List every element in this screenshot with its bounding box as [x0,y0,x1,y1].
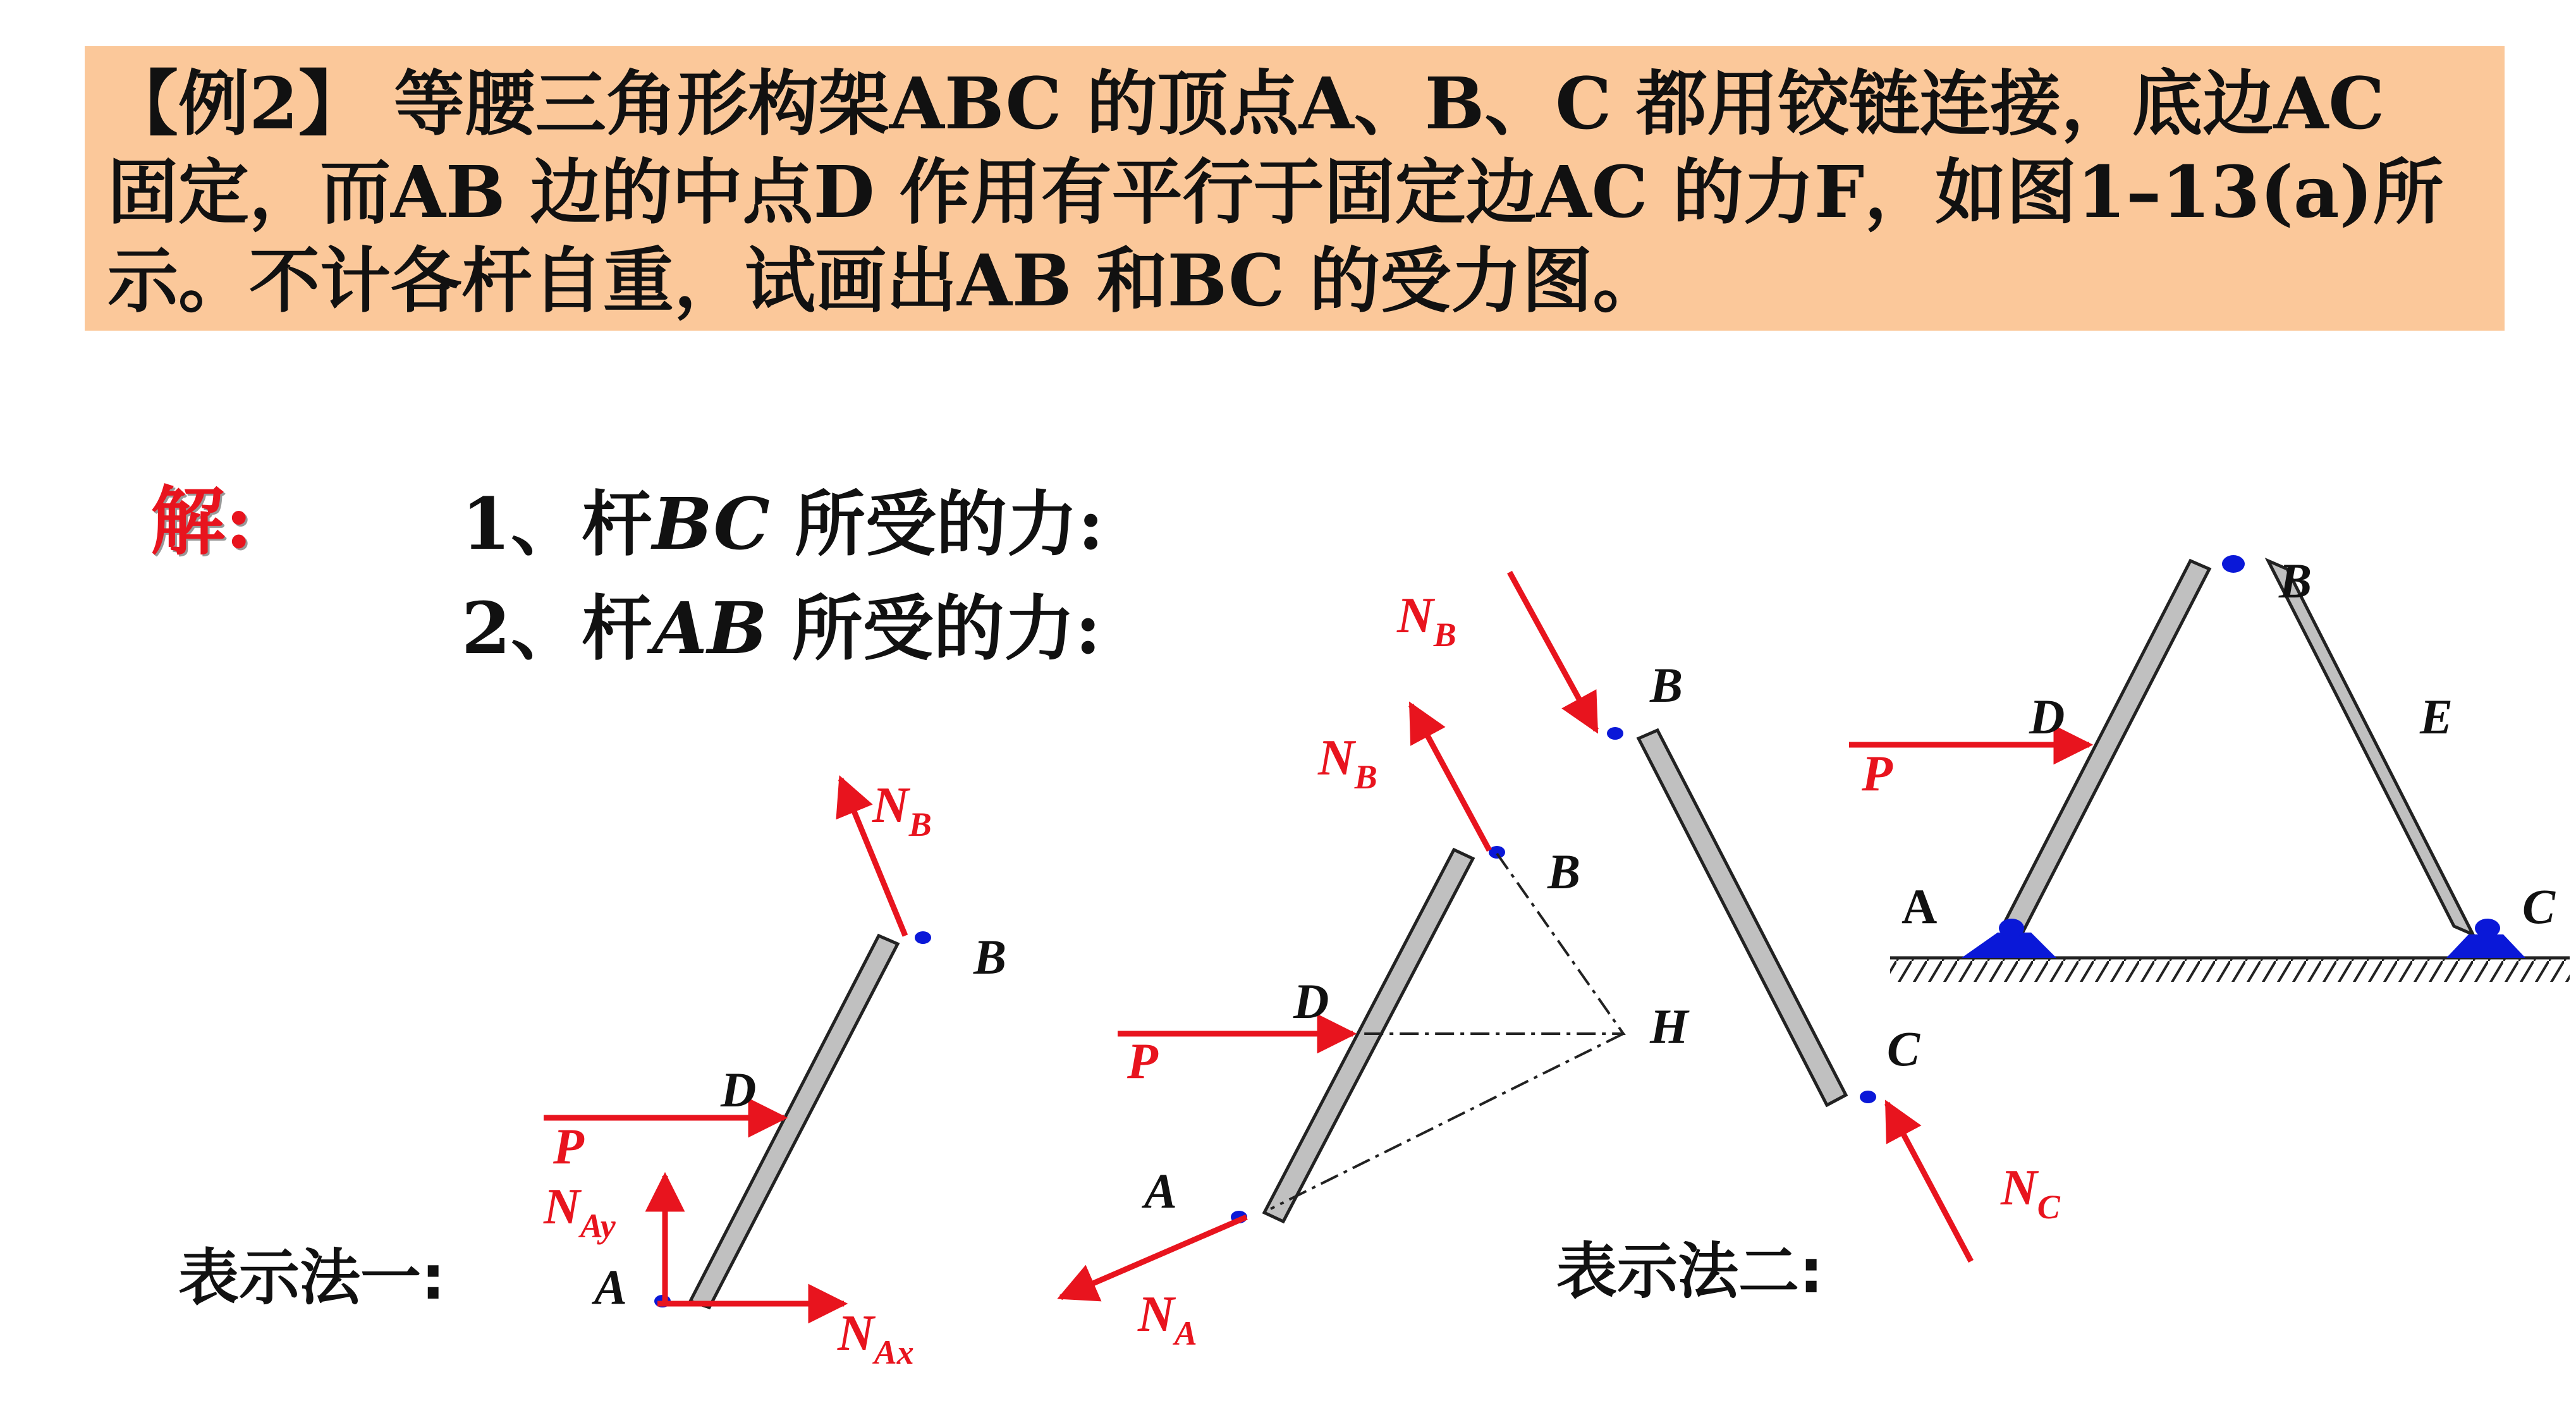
auxiliary-lines [1359,854,1623,1034]
label-nax-1 [837,1306,914,1371]
support-c [2446,934,2525,958]
label-d-4: D [2029,689,2065,744]
label-nb-3 [1396,588,1456,654]
figure-method-one [543,778,1006,1371]
label-nax-1-n: N [838,1306,874,1361]
label-nb-2-n: N [1318,730,1355,786]
label-b-2: B [1547,844,1581,899]
step-1-suffix: 所受的力: [769,483,1104,566]
pin-c-3 [1860,1091,1876,1103]
label-nb-3-n: N [1397,588,1434,644]
label-nb-1-n: N [872,778,909,833]
force-na-2 [1061,1217,1247,1297]
problem-line-1: 【例2】 等腰三角形构架ABC 的顶点A、B、C 都用铰链连接，底边AC [107,63,2385,145]
method-one-label: 表示法一: [178,1242,446,1313]
label-a-4: A [1901,879,1938,934]
step-2-suffix: 所受的力: [767,587,1101,670]
step-2-prefix: 2、杆 [461,587,652,670]
truss-bar-bc [2268,561,2473,934]
label-nb-3-sub: B [1433,616,1456,654]
problem-line-2: 固定，而AB 边的中点D 作用有平行于固定边AC 的力F，如图1–13(a)所 [107,151,2444,234]
pin-c-4 [2475,919,2500,938]
pin-b-1 [915,931,931,944]
step-1-prefix: 1、杆 [461,483,652,566]
label-na-2-sub: A [1174,1314,1197,1352]
pin-b-3 [1607,727,1623,740]
force-nb-3 [1510,572,1596,730]
label-nax-1-sub: Ax [874,1333,914,1371]
step-1-var: BC [652,483,770,566]
label-c-3: C [1887,1021,1920,1076]
label-nc-3-n: N [2001,1160,2037,1216]
bar-ab-1 [690,936,898,1307]
label-p-4: P [1862,746,1893,802]
figure-method-two-ab [1061,705,1690,1352]
pin-a-4 [1999,919,2024,938]
label-e-4: E [2420,689,2453,744]
force-nc-3 [1887,1103,1971,1261]
label-b-1: B [974,929,1007,984]
label-nb-1-sub: B [908,805,932,843]
ground-hatch [1890,958,2570,982]
label-na-2-n: N [1138,1287,1175,1342]
label-h: H [1650,999,1688,1054]
problem-line-3: 示。不计各杆自重，试画出AB 和BC 的受力图。 [107,240,1664,322]
label-nc-3-sub: C [2037,1188,2060,1226]
label-nay-1-n: N [544,1179,580,1235]
label-nb-2 [1317,730,1377,796]
label-a-2: A [1144,1163,1178,1218]
step-2-var: AB [652,587,767,670]
label-b-4: B [2279,553,2312,608]
label-c-4: C [2522,879,2556,934]
figure-bar-bc [1396,572,2061,1261]
label-b-3: B [1650,658,1683,713]
label-a-1: A [594,1259,628,1314]
pin-b-4 [2222,555,2245,573]
label-nay-1-sub: Ay [580,1207,616,1245]
label-nb-1 [872,778,932,843]
label-p-1: P [553,1119,584,1175]
label-d-1: D [721,1062,757,1117]
method-two-label: 表示法二: [1556,1236,1824,1307]
solution-label: 解: [150,477,253,565]
figure-truss [1849,553,2570,982]
force-nb-2 [1411,705,1489,850]
label-nc-3 [2000,1160,2061,1226]
label-nay-1 [543,1179,616,1245]
label-d-2: D [1293,974,1329,1029]
label-na-2 [1137,1287,1197,1352]
label-p-2: P [1127,1034,1158,1089]
label-nb-2-sub: B [1354,758,1377,796]
